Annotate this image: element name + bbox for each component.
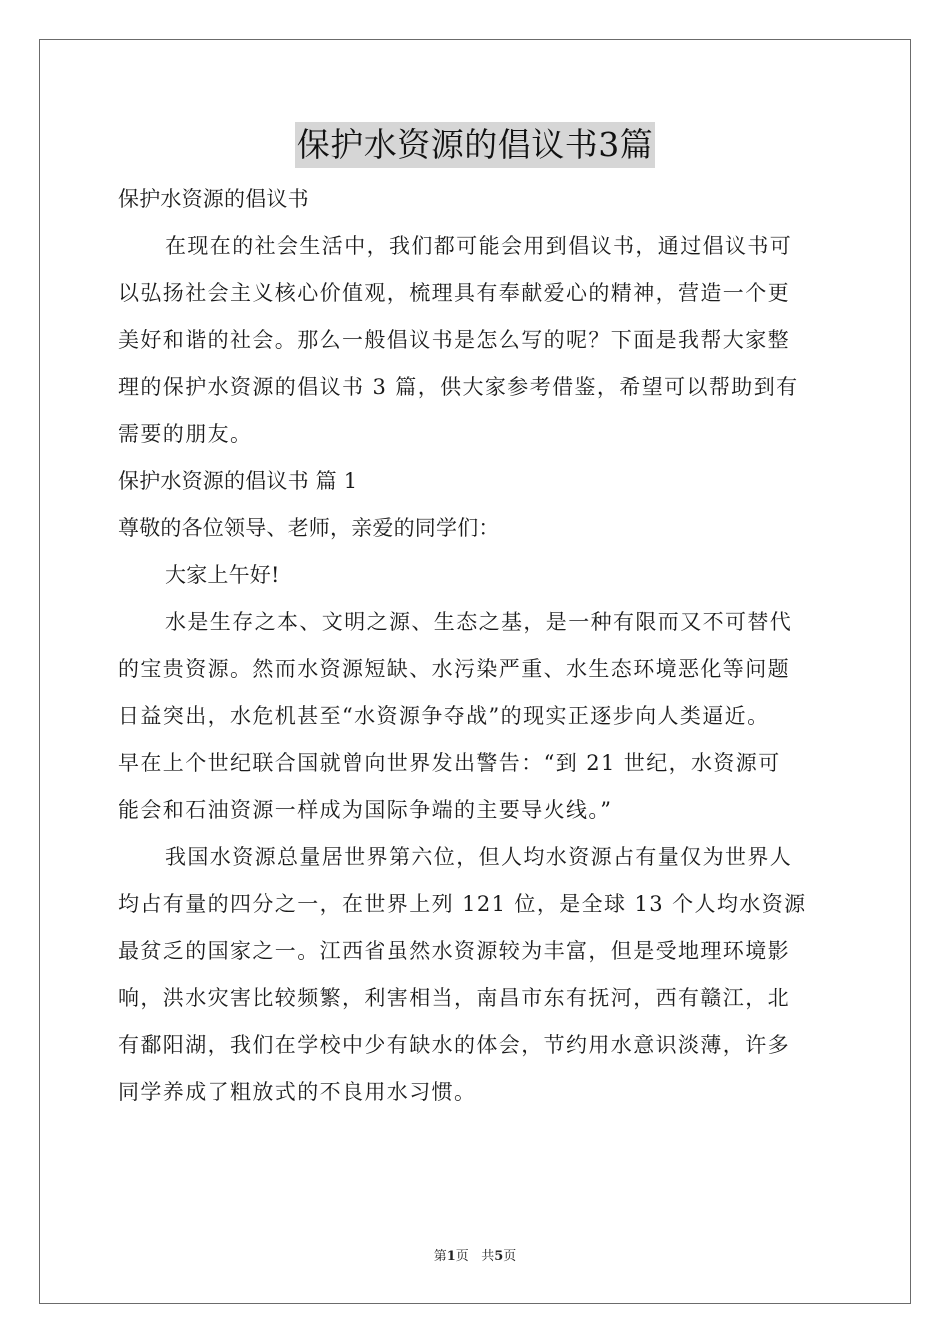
document-title: 保护水资源的倡议书3篇 — [295, 122, 656, 168]
footer-page-mid: 页 共 — [455, 1249, 495, 1264]
text-line: 能会和石油资源一样成为国际争端的主要导火线。” — [118, 798, 613, 822]
text-line: 需要的朋友。 — [118, 422, 253, 446]
text-line: 我国水资源总量居世界第六位，但人均水资源占有量仅为世界人 — [165, 845, 793, 869]
text-line: 大家上午好! — [165, 563, 280, 587]
text-line: 水是生存之本、文明之源、生态之基，是一种有限而又不可替代 — [165, 610, 793, 634]
title-container — [0, 122, 950, 168]
text-line: 美好和谐的社会。那么一般倡议书是怎么写的呢？下面是我帮大家整 — [118, 328, 790, 352]
text-line: 响，洪水灾害比较频繁，利害相当，南昌市东有抚河，西有赣江，北 — [118, 986, 790, 1010]
text-line: 保护水资源的倡议书 篇 1 — [118, 469, 358, 493]
text-line: 有鄱阳湖，我们在学校中少有缺水的体会，节约用水意识淡薄，许多 — [118, 1033, 790, 1057]
text-line: 理的保护水资源的倡议书 3 篇，供大家参考借鉴，希望可以帮助到有 — [118, 375, 799, 399]
footer-page-prefix: 第 — [433, 1249, 447, 1264]
text-line: 最贫乏的国家之一。江西省虽然水资源较为丰富，但是受地理环境影 — [118, 939, 790, 963]
document-body — [118, 176, 833, 1116]
footer-page-suffix: 页 — [503, 1249, 517, 1264]
text-line: 保护水资源的倡议书 — [118, 187, 309, 211]
text-line: 日益突出，水危机甚至“水资源争夺战”的现实正逐步向人类逼近。 — [118, 704, 770, 728]
text-line: 在现在的社会生活中，我们都可能会用到倡议书，通过倡议书可 — [165, 234, 793, 258]
page-footer — [0, 1245, 950, 1264]
text-line: 均占有量的四分之一，在世界上列 121 位，是全球 13 个人均水资源 — [118, 892, 807, 916]
footer-current-page: 1 — [446, 1249, 456, 1264]
text-line: 早在上个世纪联合国就曾向世界发出警告：“到 21 世纪，水资源可 — [118, 751, 781, 775]
text-line: 同学养成了粗放式的不良用水习惯。 — [118, 1080, 477, 1104]
text-line: 以弘扬社会主义核心价值观，梳理具有奉献爱心的精神，营造一个更 — [118, 281, 790, 305]
text-line: 尊敬的各位领导、老师，亲爱的同学们： — [118, 516, 500, 540]
text-line: 的宝贵资源。然而水资源短缺、水污染严重、水生态环境恶化等问题 — [118, 657, 790, 681]
footer-total-pages: 5 — [494, 1249, 504, 1264]
